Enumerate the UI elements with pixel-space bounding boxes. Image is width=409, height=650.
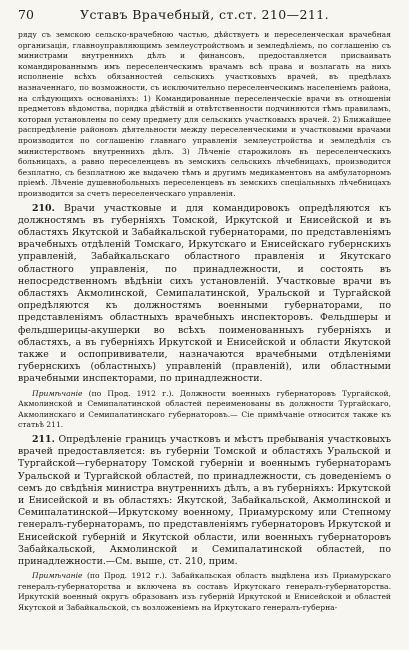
article-number: 210.: [32, 202, 55, 214]
article-210: [18, 203, 391, 386]
article-211: [18, 434, 391, 568]
article-210-note: [18, 389, 391, 431]
article-text: Опредѣленіе границъ участковъ и мѣстъ пребыванія участковыхъ врачей предоставляется: въ губерніи Томской и областяхъ Уральской и Тургайской—губернатору Томской губерніи и военнымъ губернаторамъ Уральской и Тургайской областей, по принадлежности, съ доведеніемъ о семъ до свѣдѣнія министра внутреннихъ дѣлъ, а въ губерніяхъ: Иркутской и Енисейской и въ областяхъ: Якутской, Забайкальской, Акмолинской и Семипалатинской—Иркутскому военному, Приамурскому или Степному генералъ-губернаторамъ, по представленіямъ губернаторовъ Иркутской и Енисейской губерній и Якутской области, или военныхъ губернаторовъ Забайкальской, Акмолинской и Семипалатинской областей, по принадлежности.—См. выше, ст. 210, прим.: [18, 433, 391, 567]
note-label: Примѣчаніе: [32, 388, 83, 398]
document-body: [18, 30, 391, 617]
article-number: 211.: [32, 433, 55, 445]
page-header: [18, 7, 391, 23]
page-number: 70: [18, 7, 34, 22]
note-label: Примѣчаніе: [32, 571, 83, 581]
intro-paragraph: ряду съ земскою сельско-врачебною частью, дѣйствуетъ и переселенческая врачебная организація, главноуправляющимъ землеустройствомъ и земледѣліемъ, по соглашенію съ министрами внутреннихъ дѣлъ и финансовъ, предоставляется присваивать командированнымъ имъ переселенческимъ врачамъ всѣ права и возлагать на нихъ исполненіе всѣхъ обязанностей сельскихъ участковыхъ врачей, въ предѣлахъ назначеннаго, по возможности, съ исключительно переселенческимъ населеніемъ района, на слѣдующихъ основаніяхъ: 1) Командированные переселенческіе врачи въ отношеніи предметовъ вѣдомства, порядка дѣйствій и отвѣтственности подчиняются тѣмъ правиламъ, которыя установлены по сему предмету для сельскихъ участковыхъ врачей. 2) Ближайшее распредѣленіе районовъ дѣятельности между переселенческими и участковыми врачами производится по соглашенію главнаго управленія землеустройства и земледѣлія съ министерствомъ внутреннихъ дѣлъ. 3) Лѣченіе старожиловъ въ переселенческихъ больницахъ, а равно переселенцевъ въ земскихъ сельскихъ лѣчебницахъ, производится безплатно, съ безплатною же выдачею тѣмъ и другимъ медикаментовъ на амбулаторномъ пріемѣ. Лѣченіе душевнобольныхъ переселенцевъ въ земскихъ спеціальныхъ лѣчебницахъ производится за счетъ переселенческаго управленія.: [18, 30, 391, 198]
note-text: (по Прод. 1912 г.). Должности военныхъ губернаторовъ Тургайской, Акмолинской и Семипалатинской областей переименованы въ должности Тургайскаго, Акмолинскаго и Семипалатинскаго губернаторовъ.— Сie примѣчаніе относится также къ статьѣ 211.: [18, 388, 391, 430]
article-211-note: [18, 571, 391, 613]
note-text: (по Прод. 1912 г.). Забайкальская область выдѣлена изъ Приамурскаго генералъ-губернаторства и включена въ составъ Иркутскаго генералъ-губернаторства. Иркутскій военный округъ образованъ изъ губерній Иркутской и Енисейской и областей Якутской и Забайкальской, съ возложеніемъ на Иркутскаго генералъ-губерна-: [18, 571, 391, 612]
article-text: Врачи участковые и для командировокъ опредѣляются къ должностямъ въ губерніяхъ Томской, Иркутской и Енисейской и въ областяхъ Якутской и Забайкальской губернаторами, по представленіямъ врачебныхъ отдѣленій Томскаго, Иркутскаго и Енисейскаго губернскихъ управленій, Забайкальскаго областного правленія и Якутскаго областного управленія, по принадлежности, и состоять въ непосредственномъ вѣдѣніи сихъ установленій. Участковые врачи въ областяхъ Акмолинской, Семипалатинской, Уральской и Тургайской опредѣляются къ должностямъ военными губернаторами, по представленіямъ областныхъ врачебныхъ инспекторовъ. Фельдшеры и фельдшерицы-акушерки во всѣхъ поименованныхъ губерніяхъ и областяхъ, а въ губерніяхъ Иркутской и Енисейской и области Якутской также и оспопрививатели, назначаются врачебными отдѣленіями губернскихъ (областныхъ) управленій (правленій), или областными врачебными инспекторами, по принадлежности.: [18, 202, 391, 385]
page-title: Уставъ Врачебный, ст.ст. 210—211.: [80, 7, 329, 22]
